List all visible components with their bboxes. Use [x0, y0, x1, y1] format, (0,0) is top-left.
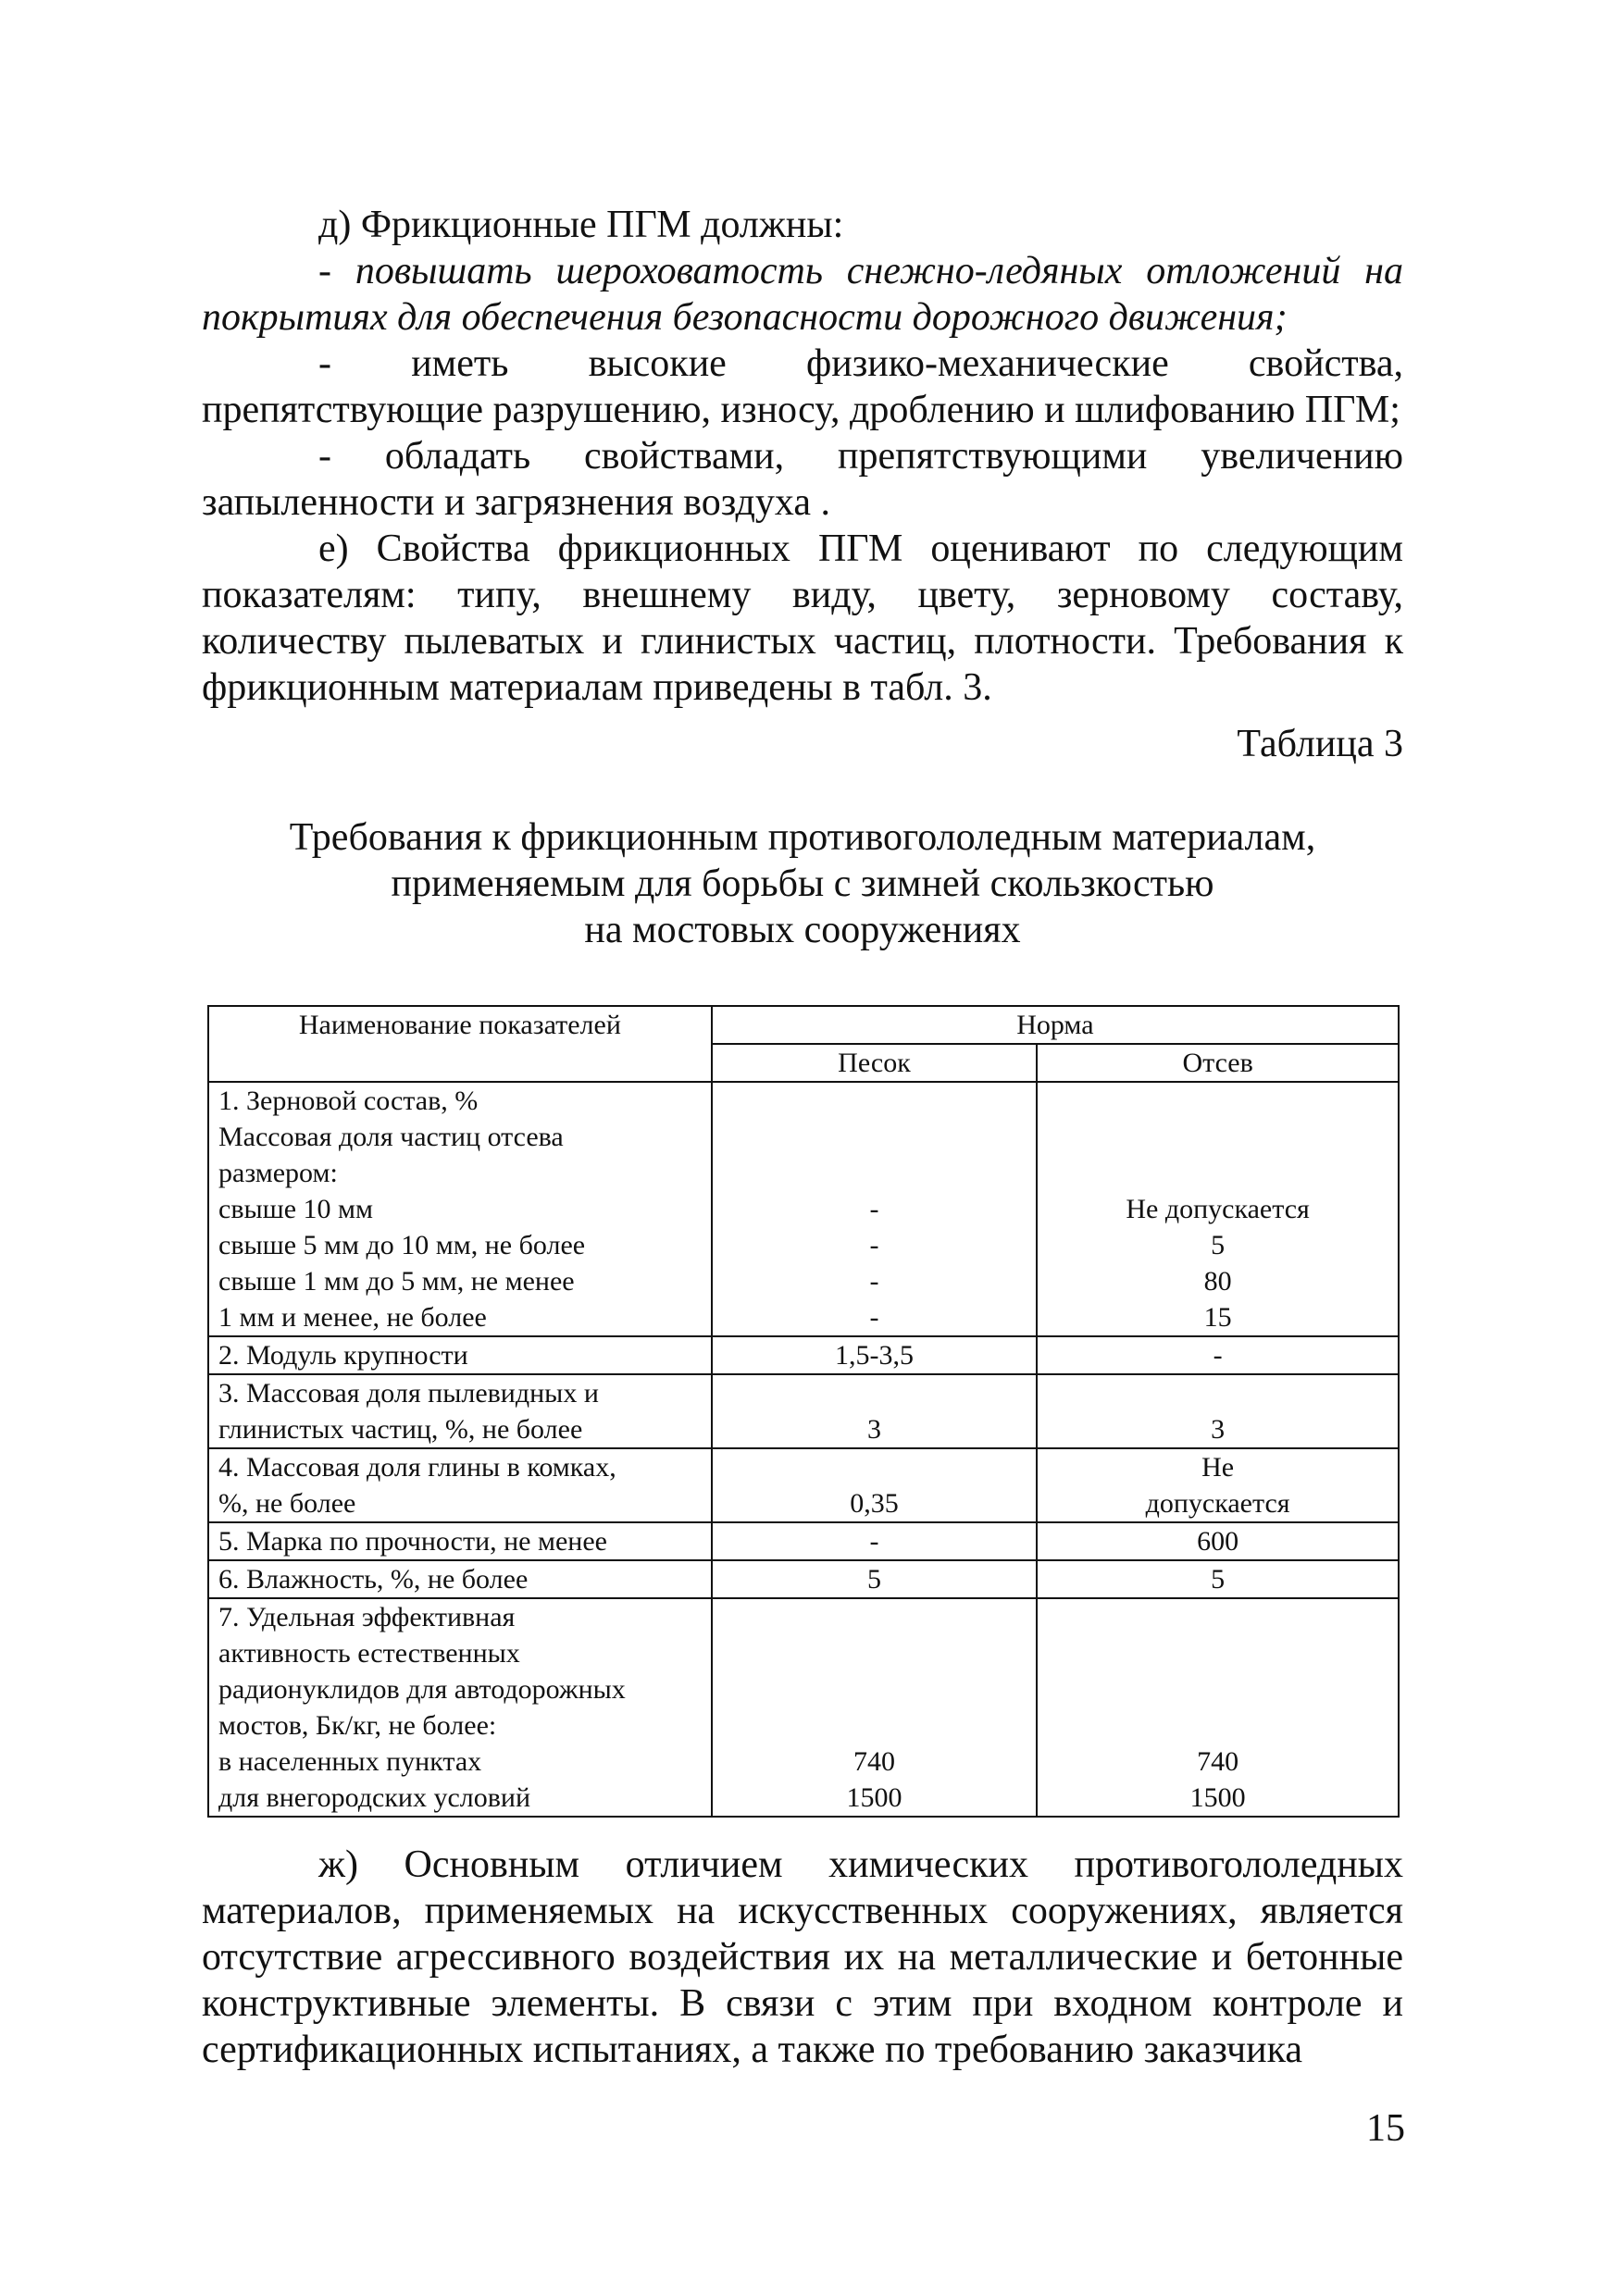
- table-row: [208, 1522, 1399, 1560]
- row-3-sand: 3: [712, 1374, 1037, 1448]
- row-4-sand: 0,35: [712, 1448, 1037, 1522]
- row-7-sand: [712, 1598, 1037, 1817]
- row-7-label: [208, 1598, 712, 1817]
- row-7-line-6: для внегородских условий: [218, 1782, 531, 1813]
- table-row: [208, 1374, 1399, 1448]
- section-d-item-1: - повышать шероховатость снежно-ледяных отложений на покрытиях для обеспечения безопасности дорожного движения;: [202, 250, 1403, 339]
- section-zh: [202, 1842, 1403, 2073]
- row-1-sand-3: -: [869, 1266, 879, 1297]
- row-7-line-5: в населенных пунктах: [218, 1746, 482, 1777]
- header-screenings: Отсев: [1037, 1044, 1399, 1082]
- table-title-line-3: на мостовых сооружениях: [584, 909, 1021, 951]
- section-e-paragraph: е) Свойства фрикционных ПГМ оценивают по следующим показателям: типу, внешнему виду, цвету, зерновому составу, количеству пылеватых и глинистых частиц, плотности. Требования к фрикционным материалам приведены в табл. 3.: [202, 527, 1403, 709]
- row-7-sand-2: 1500: [846, 1782, 902, 1813]
- row-1-screen-3: 80: [1203, 1266, 1232, 1297]
- row-1-screenings: [1037, 1082, 1399, 1336]
- table-row: [208, 1082, 1399, 1336]
- header-sand: Песок: [712, 1044, 1037, 1082]
- row-1-screen-4: 15: [1203, 1302, 1232, 1333]
- requirements-table: [207, 1005, 1400, 1818]
- row-4-screen-1: Не: [1201, 1452, 1235, 1483]
- row-7-screen-1: 740: [1197, 1746, 1239, 1777]
- row-6-label: 6. Влажность, %, не более: [208, 1560, 712, 1598]
- row-1-sand: [712, 1082, 1037, 1336]
- row-7-line-1: 7. Удельная эффективная: [218, 1602, 516, 1632]
- table-row: [208, 1598, 1399, 1817]
- row-6-screenings: 5: [1037, 1560, 1399, 1598]
- row-4-screen-2: допускается: [1145, 1488, 1290, 1519]
- page-number: 15: [1366, 2107, 1405, 2150]
- row-5-sand: -: [712, 1522, 1037, 1560]
- table-row: [208, 1560, 1399, 1598]
- table-label: Таблица 3: [1237, 723, 1403, 765]
- section-d-item-2: - иметь высокие физико-механические свойства, препятствующие разрушению, износу, дроблению и шлифованию ПГМ;: [202, 342, 1403, 431]
- row-1-screen-2: 5: [1211, 1230, 1226, 1260]
- row-2-sand: 1,5-3,5: [712, 1336, 1037, 1374]
- row-6-sand: 5: [712, 1560, 1037, 1598]
- table-title: [202, 814, 1403, 953]
- row-1-line-6: свыше 1 мм до 5 мм, не менее: [218, 1266, 575, 1297]
- row-7-sand-1: 740: [853, 1746, 895, 1777]
- row-7-line-3: радионуклидов для автодорожных: [218, 1674, 626, 1705]
- row-1-sand-1: -: [869, 1194, 879, 1224]
- row-1-line-2: Массовая доля частиц отсева: [218, 1122, 564, 1152]
- section-d-item-3: - обладать свойствами, препятствующими увеличению запыленности и загрязнения воздуха .: [202, 435, 1403, 524]
- row-1-line-1: 1. Зерновой состав, %: [218, 1086, 479, 1116]
- section-d: [202, 202, 1403, 711]
- row-1-label: [208, 1082, 712, 1336]
- table-header-row: [208, 1006, 1399, 1044]
- row-3-screenings: 3: [1037, 1374, 1399, 1448]
- header-indicator: Наименование показателей: [208, 1006, 712, 1082]
- table-title-line-2: применяемым для борьбы с зимней скользкостью: [391, 863, 1214, 905]
- row-4-line-2: %, не более: [218, 1488, 356, 1519]
- row-3-line-2: глинистых частиц, %, не более: [218, 1414, 583, 1445]
- table-title-line-1: Требования к фрикционным противогололедным материалам,: [289, 816, 1316, 859]
- row-1-line-7: 1 мм и менее, не более: [218, 1302, 487, 1333]
- row-2-label: 2. Модуль крупности: [208, 1336, 712, 1374]
- section-d-heading: д) Фрикционные ПГМ должны:: [318, 204, 844, 246]
- row-1-sand-2: -: [869, 1230, 879, 1260]
- row-2-screenings: -: [1037, 1336, 1399, 1374]
- row-1-line-5: свыше 5 мм до 10 мм, не более: [218, 1230, 586, 1260]
- table-row: [208, 1448, 1399, 1522]
- section-zh-paragraph: ж) Основным отличием химических противогололедных материалов, применяемых на искусственных сооружениях, является отсутствие агрессивного воздействия их на металлические и бетонные конструктивные элементы. В связи с этим при входном контроле и сертификационных испытаниях, а также по требованию заказчика: [202, 1843, 1403, 2071]
- row-4-label: [208, 1448, 712, 1522]
- row-7-line-4: мостов, Бк/кг, не более:: [218, 1710, 497, 1741]
- row-4-line-1: 4. Массовая доля глины в комках,: [218, 1452, 616, 1483]
- table-row: [208, 1336, 1399, 1374]
- header-norm: Норма: [712, 1006, 1399, 1044]
- row-7-screenings: [1037, 1598, 1399, 1817]
- row-3-label: [208, 1374, 712, 1448]
- row-1-sand-4: -: [869, 1302, 879, 1333]
- row-1-line-3: размером:: [218, 1158, 338, 1188]
- row-1-screen-1: Не допускается: [1126, 1194, 1310, 1224]
- row-5-label: 5. Марка по прочности, не менее: [208, 1522, 712, 1560]
- row-4-screenings: [1037, 1448, 1399, 1522]
- row-7-line-2: активность естественных: [218, 1638, 520, 1669]
- row-7-screen-2: 1500: [1189, 1782, 1246, 1813]
- row-5-screenings: 600: [1037, 1522, 1399, 1560]
- row-1-line-4: свыше 10 мм: [218, 1194, 374, 1224]
- row-3-line-1: 3. Массовая доля пылевидных и: [218, 1378, 599, 1409]
